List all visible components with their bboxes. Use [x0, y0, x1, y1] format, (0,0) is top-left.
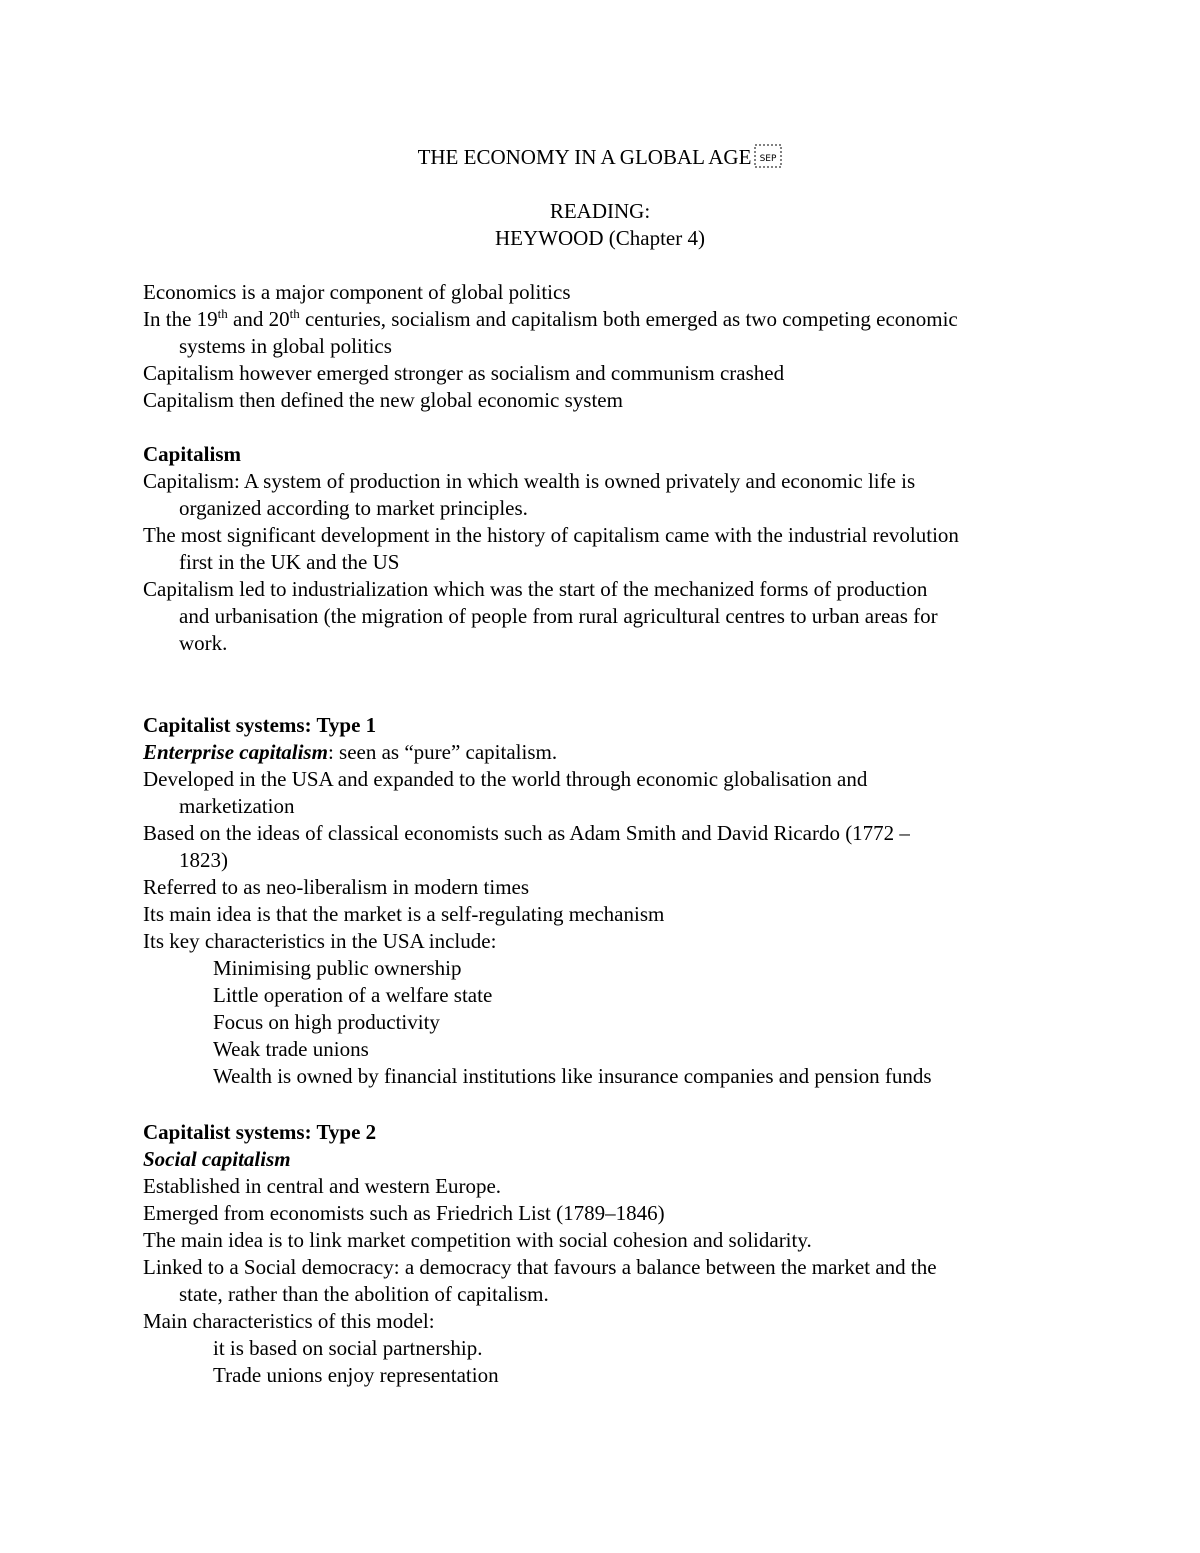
- section-heading-capitalism: Capitalism: [143, 442, 242, 466]
- type1-para-2-a: Based on the ideas of classical economists such as Adam Smith and David Ricardo (1772 –: [143, 821, 910, 845]
- capitalism-para-2-b: first in the UK and the US: [179, 550, 400, 574]
- separator-glyph-label: SEP: [760, 154, 777, 164]
- type2-para-1: Established in central and western Europe.: [143, 1174, 502, 1198]
- list-item: Weak trade unions: [213, 1037, 369, 1061]
- capitalism-para-3-c: work.: [179, 631, 228, 655]
- intro-line-2: [143, 306, 1109, 360]
- intro-line-2-rest: centuries, socialism and capitalism both emerged as two competing economic: [299, 307, 958, 331]
- type1-para-1: [143, 766, 1109, 820]
- list-item: Little operation of a welfare state: [213, 983, 493, 1007]
- intro-line-2-pre: In the 19: [143, 307, 218, 331]
- list-item: Minimising public ownership: [213, 956, 462, 980]
- type1-term-rest: : seen as “pure” capitalism.: [327, 740, 558, 764]
- list-item: Focus on high productivity: [213, 1010, 440, 1034]
- type2-para-4: [143, 1254, 1109, 1308]
- list-item: Trade unions enjoy representation: [213, 1363, 499, 1387]
- ordinal-suffix-2: th: [289, 306, 300, 321]
- type1-para-2: [143, 820, 1109, 874]
- capitalism-para-3-a: Capitalism led to industrialization which was the start of the mechanized forms of production: [143, 577, 928, 601]
- capitalism-para-2-a: The most significant development in the history of capitalism came with the industrial revolution: [143, 523, 959, 547]
- ordinal-suffix-1: th: [217, 306, 228, 321]
- type1-term-line: [143, 739, 1109, 766]
- separator-glyph-icon: [754, 144, 782, 168]
- section-heading-type-1: Capitalist systems: Type 1: [143, 713, 377, 737]
- type2-para-4-a: Linked to a Social democracy: a democracy that favours a balance between the market and the: [143, 1255, 937, 1279]
- capitalism-para-1-b: organized according to market principles.: [179, 496, 528, 520]
- type2-term: Social capitalism: [143, 1147, 291, 1171]
- type1-para-5: Its key characteristics in the USA include:: [143, 929, 497, 953]
- type1-para-4: Its main idea is that the market is a self-regulating mechanism: [143, 902, 665, 926]
- reading-label: READING:: [549, 199, 651, 223]
- type2-para-2: Emerged from economists such as Friedrich List (1789–1846): [143, 1201, 665, 1225]
- capitalism-para-1-a: Capitalism: A system of production in which wealth is owned privately and economic life is: [143, 469, 916, 493]
- type1-para-1-b: marketization: [179, 794, 295, 818]
- capitalism-para-2: [143, 522, 1109, 576]
- type2-para-5: Main characteristics of this model:: [143, 1309, 435, 1333]
- capitalism-para-3: [143, 576, 1109, 657]
- section-heading-type-2: Capitalist systems: Type 2: [143, 1120, 377, 1144]
- type1-para-1-a: Developed in the USA and expanded to the world through economic globalisation and: [143, 767, 868, 791]
- type1-para-2-b: 1823): [179, 848, 228, 872]
- intro-line-4: Capitalism then defined the new global economic system: [143, 388, 623, 412]
- type2-term-line: [143, 1146, 1109, 1173]
- intro-line-2-mid: and 20: [227, 307, 290, 331]
- title-text: THE ECONOMY IN A GLOBAL AGE: [417, 145, 752, 169]
- type2-para-3: The main idea is to link market competition with social cohesion and solidarity.: [143, 1228, 812, 1252]
- reading-source: HEYWOOD (Chapter 4): [495, 226, 705, 250]
- capitalism-para-3-b: and urbanisation (the migration of people from rural agricultural centres to urban areas for: [179, 604, 938, 628]
- type1-para-3: Referred to as neo-liberalism in modern times: [143, 875, 530, 899]
- capitalism-para-1: [143, 468, 1109, 522]
- intro-line-1: Economics is a major component of global politics: [143, 280, 571, 304]
- type1-term: Enterprise capitalism: [143, 740, 328, 764]
- intro-line-2-wrap: systems in global politics: [179, 334, 392, 358]
- document-title: [0, 144, 1200, 171]
- type2-para-4-b: state, rather than the abolition of capitalism.: [179, 1282, 549, 1306]
- intro-line-3: Capitalism however emerged stronger as socialism and communism crashed: [143, 361, 785, 385]
- list-item: it is based on social partnership.: [213, 1336, 483, 1360]
- list-item: Wealth is owned by financial institutions like insurance companies and pension funds: [213, 1064, 932, 1088]
